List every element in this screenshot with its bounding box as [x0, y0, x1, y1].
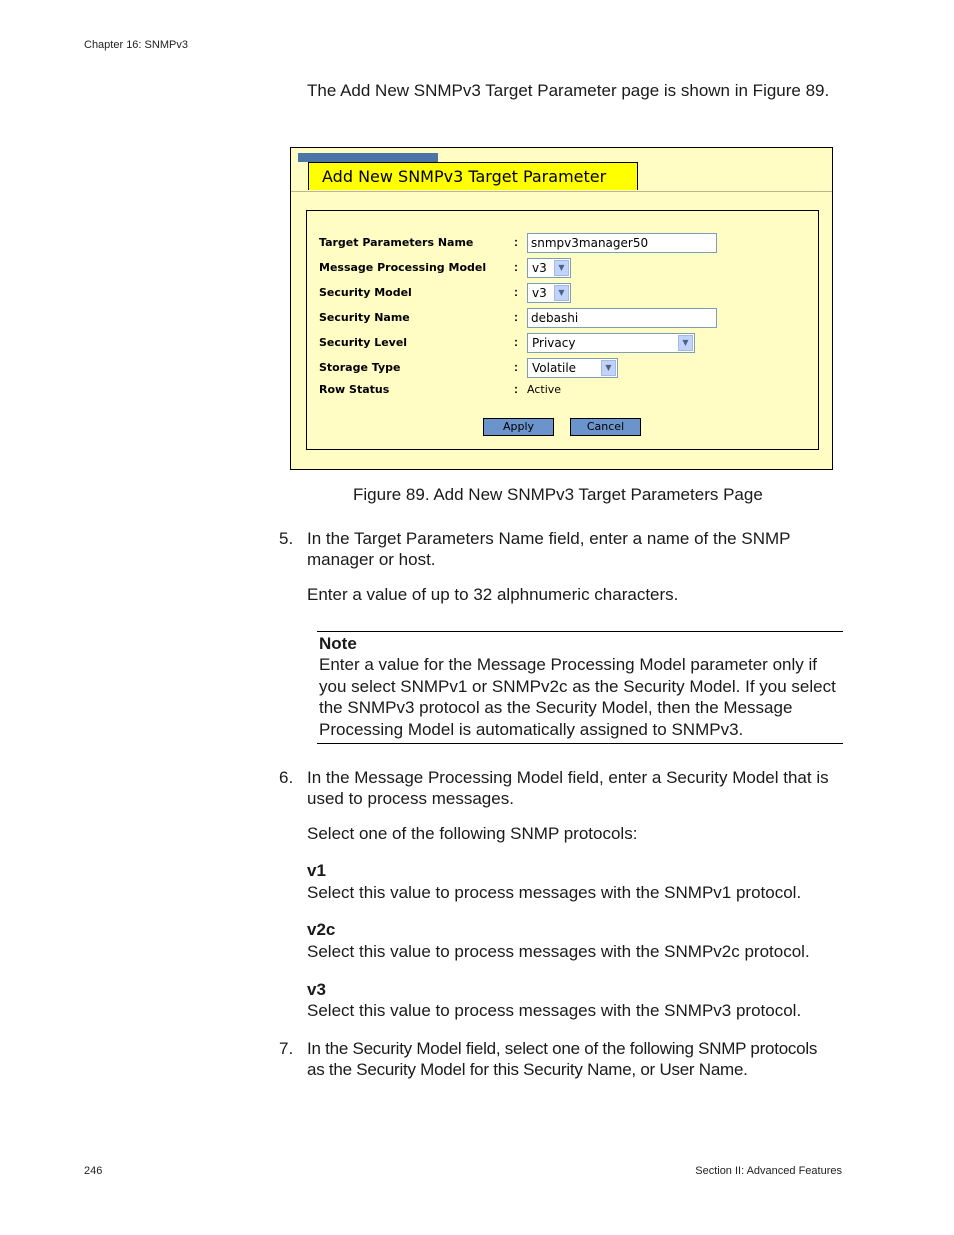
- msg-processing-model-label: Message Processing Model: [319, 261, 487, 274]
- field-colon: :: [514, 382, 518, 396]
- step-6-line1: In the Message Processing Model field, enter a Security Model that is: [307, 768, 829, 787]
- field-colon: :: [514, 310, 518, 324]
- storage-type-value: Volatile: [532, 361, 577, 375]
- chevron-down-icon[interactable]: ▼: [554, 260, 569, 276]
- row-status-value: Active: [527, 383, 562, 396]
- row-status-label: Row Status: [319, 383, 390, 396]
- chevron-down-icon[interactable]: ▼: [678, 335, 693, 351]
- step-7-line2: as the Security Model for this Security Name, or User Name.: [307, 1060, 748, 1079]
- security-model-value: v3: [532, 286, 547, 300]
- target-params-name-label: Target Parameters Name: [319, 236, 474, 249]
- note-bottom-rule: [317, 743, 843, 744]
- note-line: Processing Model is automatically assigned to SNMPv3.: [319, 719, 744, 739]
- step-number: 6.: [279, 768, 294, 787]
- figure-title: Add New SNMPv3 Target Parameter: [322, 167, 607, 186]
- step-5-text: [307, 528, 847, 570]
- storage-type-label: Storage Type: [319, 361, 401, 374]
- storage-type-select[interactable]: [527, 358, 618, 378]
- protocol-term: v1: [307, 861, 326, 880]
- figure-title-tab: [308, 162, 638, 190]
- figure-screenshot: [290, 147, 833, 470]
- step-7-line1: In the Security Model field, select one of the following SNMP protocols: [307, 1039, 818, 1058]
- step-6-text: [307, 767, 847, 809]
- step-5-line2: manager or host.: [307, 550, 436, 569]
- security-level-select[interactable]: [527, 333, 695, 353]
- protocol-term: v3: [307, 980, 326, 999]
- protocol-term: v2c: [307, 920, 336, 939]
- note-body: [319, 654, 843, 740]
- chevron-down-icon[interactable]: ▼: [601, 360, 616, 376]
- security-model-select[interactable]: [527, 283, 571, 303]
- figure-top-bar: [298, 153, 438, 162]
- field-colon: :: [514, 235, 518, 249]
- field-colon: :: [514, 335, 518, 349]
- msg-processing-model-value: v3: [532, 261, 547, 275]
- target-params-name-input[interactable]: snmpv3manager50: [527, 233, 717, 253]
- security-level-label: Security Level: [319, 336, 408, 349]
- msg-processing-model-select[interactable]: [527, 258, 571, 278]
- form-panel: [306, 210, 819, 450]
- cancel-button[interactable]: Cancel: [570, 418, 641, 436]
- protocol-desc: Select this value to process messages with the SNMPv2c protocol.: [307, 942, 810, 961]
- figure-title-rule: [291, 191, 832, 192]
- protocol-desc: Select this value to process messages with the SNMPv3 protocol.: [307, 1001, 802, 1020]
- apply-button[interactable]: Apply: [483, 418, 554, 436]
- step-5-detail: Enter a value of up to 32 alphnumeric characters.: [307, 585, 679, 604]
- figure-caption: Figure 89. Add New SNMPv3 Target Parameters Page: [353, 485, 763, 504]
- note-line: Enter a value for the Message Processing Model parameter only if: [319, 655, 817, 674]
- security-name-input[interactable]: debashi: [527, 308, 717, 328]
- protocol-desc: Select this value to process messages with the SNMPv1 protocol.: [307, 883, 802, 902]
- note-line: the SNMPv3 protocol as the Security Model, then the Message: [319, 698, 793, 717]
- section-footer: Section II: Advanced Features: [695, 1165, 842, 1177]
- step-number: 5.: [279, 529, 294, 548]
- step-6-line2: used to process messages.: [307, 789, 514, 808]
- field-colon: :: [514, 285, 518, 299]
- security-name-label: Security Name: [319, 311, 410, 324]
- intro-paragraph: The Add New SNMPv3 Target Parameter page is shown in Figure 89.: [307, 81, 830, 100]
- chapter-header: Chapter 16: SNMPv3: [84, 39, 188, 51]
- note-top-rule: [317, 631, 843, 632]
- security-level-value: Privacy: [532, 336, 576, 350]
- chevron-down-icon[interactable]: ▼: [554, 285, 569, 301]
- field-colon: :: [514, 360, 518, 374]
- note-line: you select SNMPv1 or SNMPv2c as the Security Model. If you select: [319, 676, 836, 696]
- page-number: 246: [84, 1165, 103, 1177]
- step-number: 7.: [279, 1039, 294, 1058]
- step-7-text: [307, 1038, 847, 1080]
- field-colon: :: [514, 260, 518, 274]
- step-6-detail: Select one of the following SNMP protocols:: [307, 824, 638, 843]
- security-model-label: Security Model: [319, 286, 412, 299]
- step-5-line1: In the Target Parameters Name field, enter a name of the SNMP: [307, 529, 791, 548]
- note-title: Note: [319, 634, 357, 653]
